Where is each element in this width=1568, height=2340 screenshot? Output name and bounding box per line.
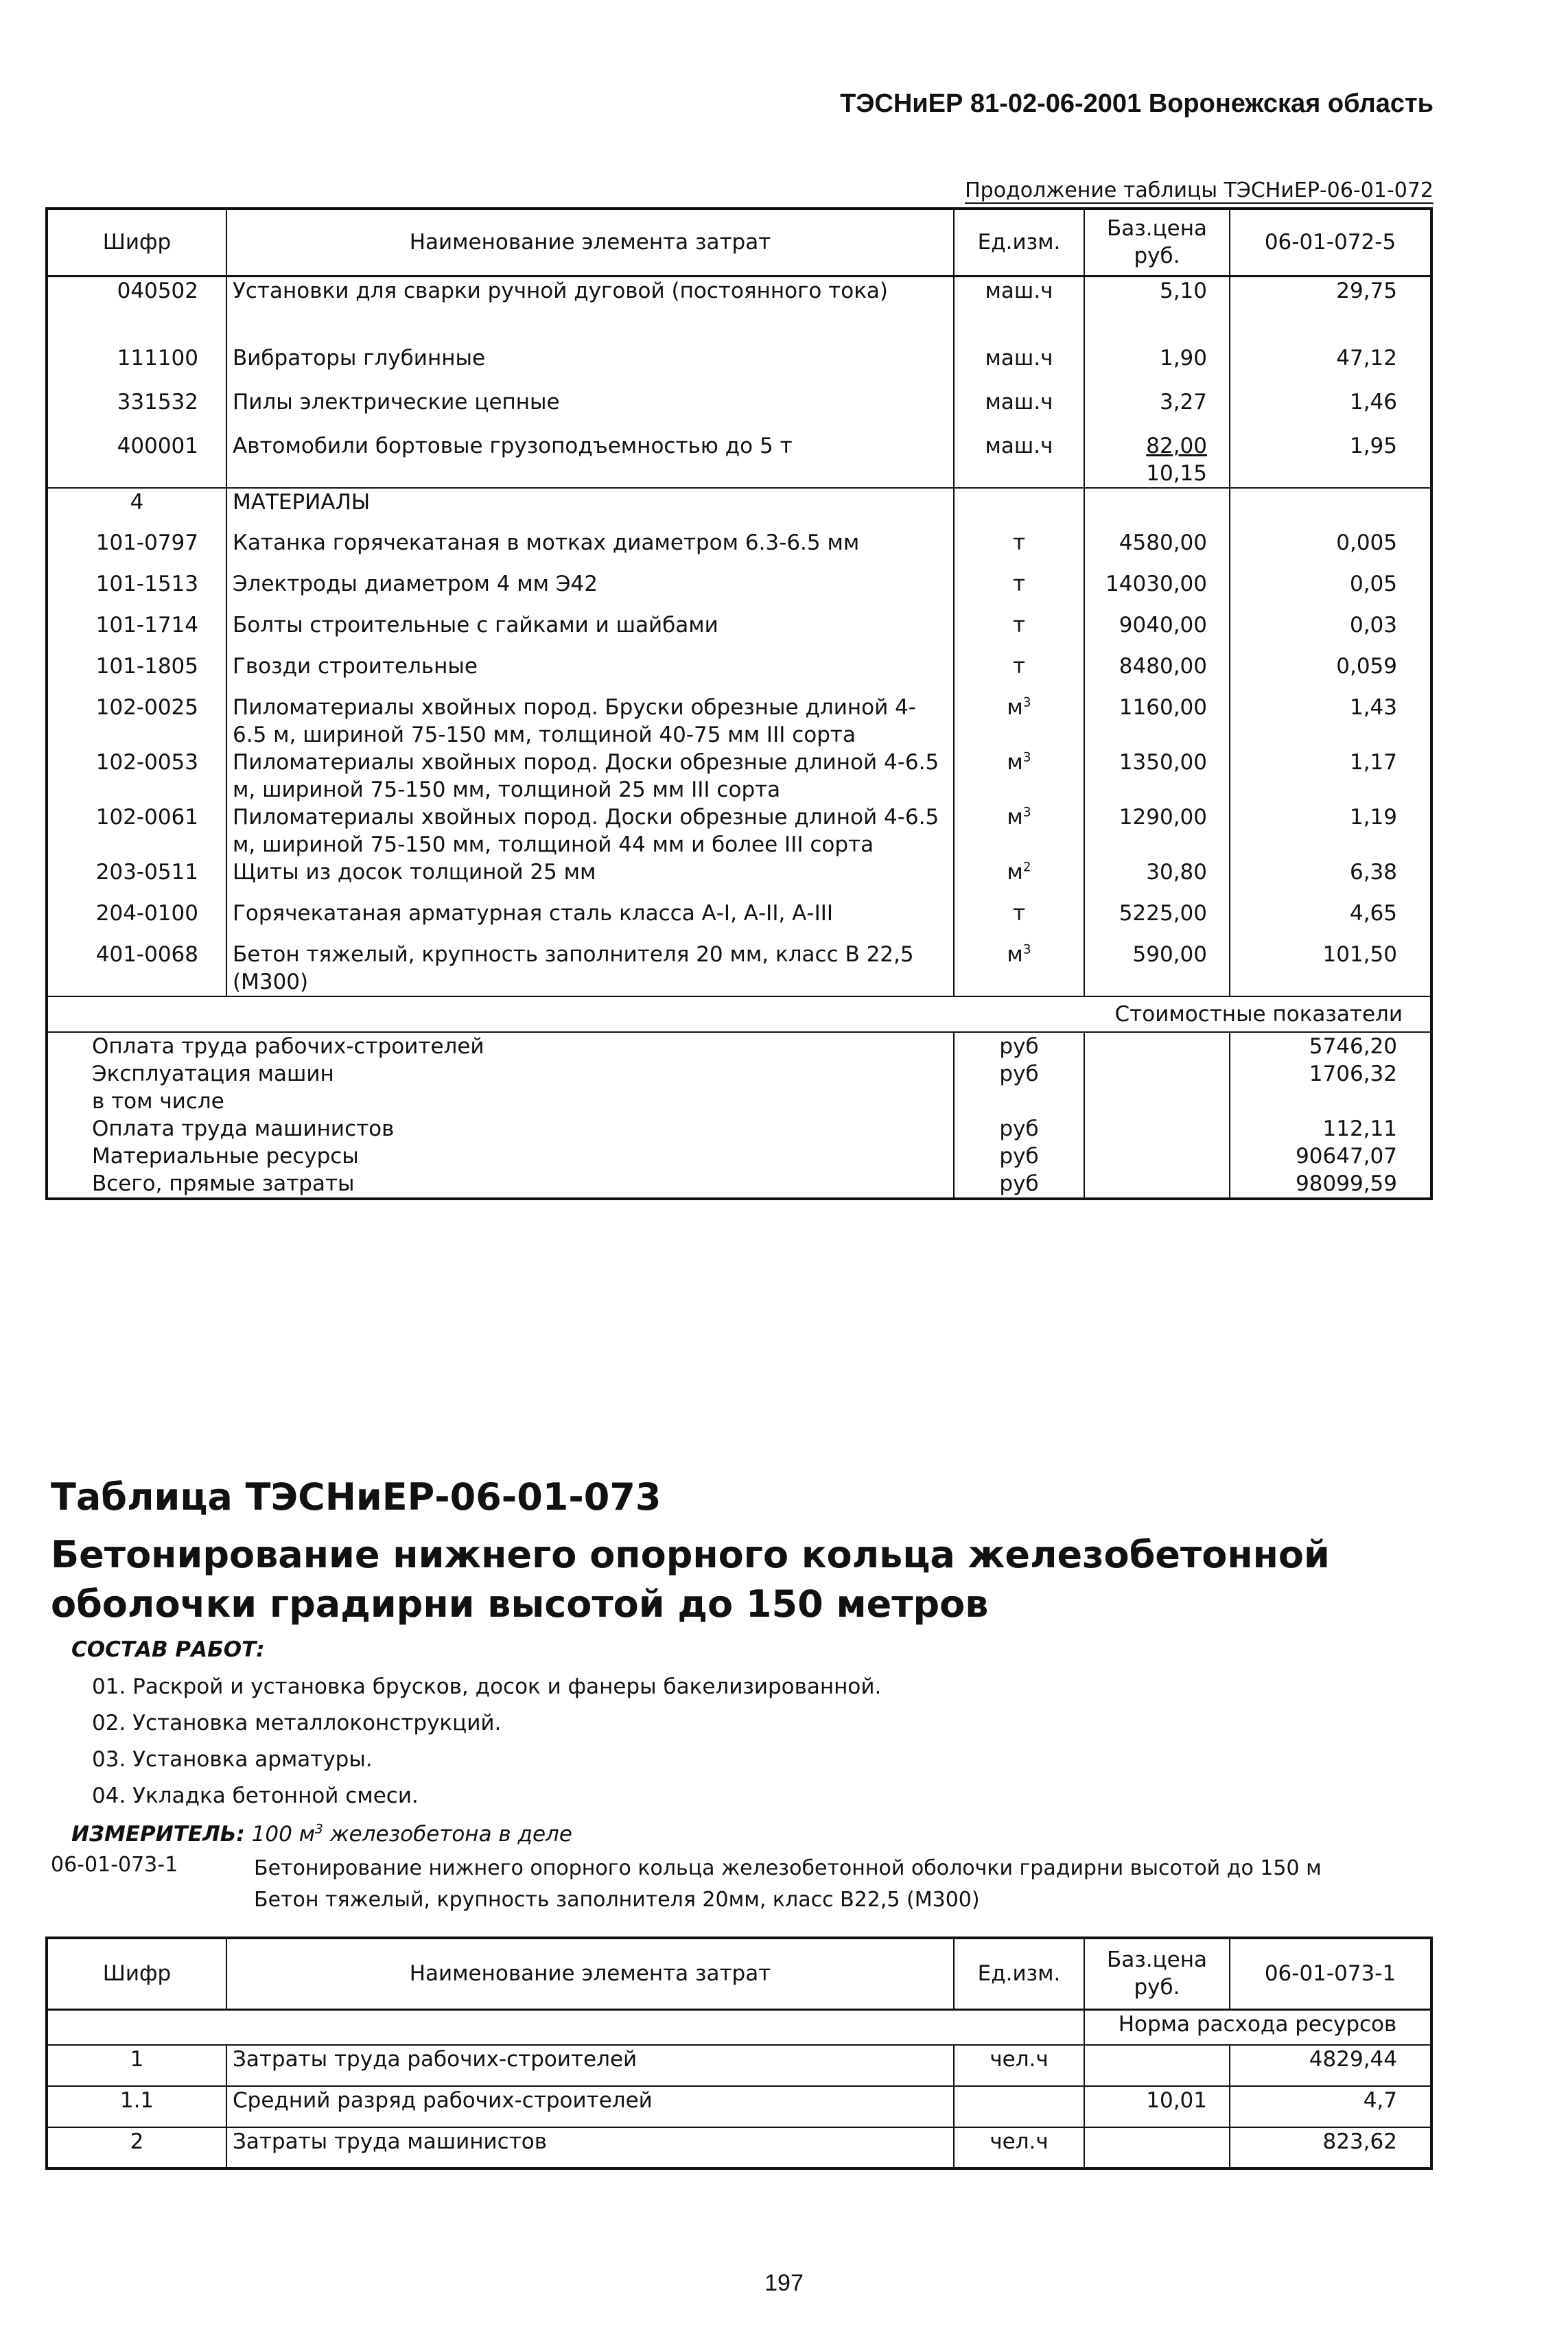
norm-header-row (47, 2009, 1431, 2045)
code-cell: 102-0061 (47, 804, 226, 858)
code-cell: 204-0100 (47, 900, 226, 941)
name-cell: Болты строительные с гайками и шайбами (226, 611, 954, 653)
unit-cell (954, 432, 1084, 488)
summary-unit (954, 1088, 1084, 1115)
empty-cell (1084, 1115, 1230, 1143)
unit-cell (954, 529, 1084, 570)
section-heading: Бетонирование нижнего опорного кольца железобетонной оболочки градирни высотой до 150 метров (51, 1533, 1330, 1626)
empty-cell (47, 2009, 1084, 2045)
section-row (47, 488, 1431, 529)
code-cell: 101-1805 (47, 653, 226, 694)
summary-unit: руб (954, 1032, 1084, 1060)
code-cell: 203-0511 (47, 858, 226, 900)
unit-cell: чел.ч (954, 2127, 1084, 2168)
measure-label: ИЗМЕРИТЕЛЬ: (71, 1822, 245, 1847)
continuation-note: Продолжение таблицы ТЭСНиЕР-06-01-072 (965, 178, 1434, 202)
work-item: 04. Укладка бетонной смеси. (92, 1783, 419, 1808)
price-cell (1084, 344, 1230, 388)
unit-text: т (1012, 572, 1026, 596)
norm-description-line: Бетонирование нижнего опорного кольца железобетонной оболочки градирни высотой до 150 м (254, 1856, 1322, 1880)
summary-unit: руб (954, 1060, 1084, 1088)
summary-value: 5746,20 (1230, 1032, 1431, 1060)
name-cell: Пиломатериалы хвойных пород. Доски обрезные длиной 4-6.5 м, шириной 75-150 мм, толщиной 44 мм и более III сорта (226, 804, 954, 858)
unit-text: м (1007, 942, 1023, 967)
qty-cell: 4,65 (1349, 901, 1397, 926)
empty-cell (1084, 1060, 1230, 1088)
measure-sup: 3 (315, 1822, 323, 1837)
measure-tail: железобетона в деле (323, 1822, 572, 1847)
code-cell: 331532 (47, 388, 226, 432)
qty-cell: 6,38 (1349, 860, 1397, 885)
qty-cell: 0,05 (1349, 572, 1397, 596)
price-cell (1084, 2045, 1230, 2086)
price-cell: 30,80 (1084, 858, 1230, 900)
code-cell: 111100 (47, 344, 226, 388)
name-cell: Пиломатериалы хвойных пород. Доски обрезные длиной 4-6.5 м, шириной 75-150 мм, толщиной 25 мм III сорта (226, 749, 954, 804)
unit-text: маш.ч (985, 346, 1053, 371)
running-title: ТЭСНиЕР 81-02-06-2001 Воронежская область (840, 89, 1434, 118)
name-cell: Электроды диаметром 4 мм Э42 (226, 570, 954, 611)
qty-cell: 1,43 (1349, 695, 1397, 720)
table-row (47, 432, 1431, 488)
name-cell: Вибраторы глубинные (226, 344, 954, 388)
empty-cell (1084, 1143, 1230, 1170)
unit-superscript: 3 (1022, 942, 1031, 957)
table-title: Таблица ТЭСНиЕР-06-01-073 (51, 1475, 662, 1519)
summary-label: Эксплуатация машин (47, 1060, 954, 1088)
unit-text: маш.ч (985, 278, 1053, 303)
unit-superscript: 2 (1022, 860, 1031, 875)
col-header-unit: Ед.изм. (954, 1938, 1084, 2009)
summary-label: Всего, прямые затраты (47, 1170, 954, 1199)
price-cell: 1160,00 (1084, 694, 1230, 749)
empty-cell (1084, 1088, 1230, 1115)
summary-value: 1706,32 (1309, 1062, 1397, 1086)
price-cell: 590,00 (1084, 941, 1230, 996)
col-header-code: Шифр (47, 209, 226, 276)
name-cell: Затраты труда машинистов (226, 2127, 954, 2168)
price-value: 3,27 (1159, 390, 1207, 414)
unit-cell (954, 276, 1084, 344)
summary-row (47, 1088, 1431, 1115)
table-row (47, 694, 1431, 749)
table-072 (45, 207, 1433, 1200)
summary-label: в том числе (47, 1088, 954, 1115)
name-cell: Средний разряд рабочих-строителей (226, 2086, 954, 2127)
empty-cell (954, 488, 1084, 529)
norm-code: 06-01-073-1 (51, 1853, 178, 1877)
work-item: 01. Раскрой и установка брусков, досок и фанеры бакелизированной. (92, 1674, 882, 1699)
code-cell: 2 (47, 2127, 226, 2168)
price-value-secondary: 10,15 (1146, 461, 1207, 486)
norm-description (254, 1853, 1489, 1916)
qty-cell: 4,7 (1230, 2086, 1431, 2127)
code-cell: 102-0025 (47, 694, 226, 749)
code-cell: 401-0068 (47, 941, 226, 996)
price-cell: 1290,00 (1084, 804, 1230, 858)
unit-superscript: 3 (1022, 750, 1031, 765)
name-cell: Пиломатериалы хвойных пород. Бруски обрезные длиной 4-6.5 м, шириной 75-150 мм, толщиной 40-75 мм III сорта (226, 694, 954, 749)
unit-cell (954, 694, 1084, 749)
col-header-price: Баз.цена руб. (1084, 209, 1230, 276)
unit-cell (954, 611, 1084, 653)
col-header-unit: Ед.изм. (954, 209, 1084, 276)
summary-label: Оплата труда машинистов (47, 1115, 954, 1143)
name-cell: Катанка горячекатаная в мотках диаметром 6.3-6.5 мм (226, 529, 954, 570)
cost-header: Стоимостные показатели (47, 996, 1431, 1032)
work-composition-title: СОСТАВ РАБОТ: (71, 1637, 265, 1662)
summary-unit: руб (954, 1170, 1084, 1199)
empty-cell (1084, 1170, 1230, 1199)
summary-row (47, 1032, 1431, 1060)
qty-cell: 0,03 (1349, 613, 1397, 637)
unit-cell (954, 900, 1084, 941)
unit-cell (954, 749, 1084, 804)
summary-unit: руб (954, 1143, 1084, 1170)
norm-description-line: Бетон тяжелый, крупность заполнителя 20мм, класс В22,5 (М300) (254, 1888, 980, 1912)
table-row (47, 570, 1431, 611)
qty-cell: 4829,44 (1230, 2045, 1431, 2086)
col-header-code: Шифр (47, 1938, 226, 2009)
table-row (47, 941, 1431, 996)
code-cell: 1 (47, 2045, 226, 2086)
qty-cell: 1,17 (1349, 750, 1397, 775)
qty-cell: 1,95 (1349, 434, 1397, 458)
code-cell: 101-0797 (47, 529, 226, 570)
code-cell: 400001 (47, 432, 226, 488)
qty-cell: 0,059 (1336, 654, 1397, 679)
summary-row (47, 1115, 1431, 1143)
summary-label: Материальные ресурсы (47, 1143, 954, 1170)
price-cell: 4580,00 (1084, 529, 1230, 570)
unit-text: маш.ч (985, 390, 1053, 414)
unit-cell (954, 2086, 1084, 2127)
price-cell: 5225,00 (1084, 900, 1230, 941)
unit-text: м (1007, 805, 1023, 830)
price-cell (1084, 432, 1230, 488)
table-row (47, 858, 1431, 900)
table-row (47, 388, 1431, 432)
col-header-norm-code: 06-01-072-5 (1230, 209, 1431, 276)
price-cell: 1350,00 (1084, 749, 1230, 804)
name-cell: Бетон тяжелый, крупность заполнителя 20 мм, класс В 22,5 (М300) (226, 941, 954, 996)
unit-text: м (1007, 695, 1023, 720)
summary-label: Оплата труда рабочих-строителей (47, 1032, 954, 1060)
col-header-price: Баз.цена руб. (1084, 1938, 1230, 2009)
summary-value: 98099,59 (1296, 1171, 1397, 1196)
table-row (47, 529, 1431, 570)
summary-row (47, 1060, 1431, 1088)
summary-value: 90647,07 (1296, 1144, 1397, 1169)
empty-cell (1084, 1032, 1230, 1060)
unit-text: т (1012, 901, 1026, 926)
page-number: 197 (764, 2270, 804, 2296)
table-row (47, 344, 1431, 388)
qty-cell: 823,62 (1230, 2127, 1431, 2168)
name-cell: Пилы электрические цепные (226, 388, 954, 432)
name-cell: Гвозди строительные (226, 653, 954, 694)
qty-cell: 0,005 (1336, 530, 1397, 555)
unit-cell (954, 344, 1084, 388)
code-cell: 102-0053 (47, 749, 226, 804)
empty-cell (1230, 488, 1431, 529)
unit-text: м (1007, 750, 1023, 775)
unit-cell (954, 941, 1084, 996)
price-cell: 8480,00 (1084, 653, 1230, 694)
name-cell: Затраты труда рабочих-строителей (226, 2045, 954, 2086)
unit-cell (954, 858, 1084, 900)
name-cell: Установки для сварки ручной дуговой (постоянного тока) (226, 276, 954, 344)
table-row (47, 2086, 1431, 2127)
table-row (47, 900, 1431, 941)
work-item: 02. Установка металлоконструкций. (92, 1711, 502, 1735)
code-cell: 1.1 (47, 2086, 226, 2127)
unit-text: м (1007, 860, 1023, 885)
norm-header: Норма расхода ресурсов (1084, 2009, 1431, 2045)
summary-row (47, 1170, 1431, 1199)
table-row (47, 611, 1431, 653)
table-row (47, 804, 1431, 858)
unit-cell (954, 388, 1084, 432)
qty-cell: 1,46 (1349, 390, 1397, 414)
price-cell (1084, 388, 1230, 432)
unit-text: т (1012, 654, 1026, 679)
unit-text: т (1012, 613, 1026, 637)
price-cell: 14030,00 (1084, 570, 1230, 611)
summary-unit: руб (954, 1115, 1084, 1143)
empty-cell (1084, 488, 1230, 529)
summary-row (47, 1143, 1431, 1170)
code-cell: 040502 (47, 276, 226, 344)
price-cell (1084, 2127, 1230, 2168)
qty-cell: 29,75 (1336, 278, 1397, 303)
price-value: 5,10 (1159, 278, 1207, 303)
table-073 (45, 1937, 1433, 2170)
unit-text: т (1012, 530, 1026, 555)
summary-value: 112,11 (1322, 1116, 1397, 1141)
price-cell (1084, 276, 1230, 344)
table-row (47, 276, 1431, 344)
unit-text: маш.ч (985, 434, 1053, 458)
section-code: 4 (47, 488, 226, 529)
col-header-name: Наименование элемента затрат (226, 1938, 954, 2009)
qty-cell: 101,50 (1322, 942, 1397, 967)
col-header-norm-code: 06-01-073-1 (1230, 1938, 1431, 2009)
table-row (47, 749, 1431, 804)
work-item: 03. Установка арматуры. (92, 1747, 373, 1772)
unit-superscript: 3 (1022, 805, 1031, 820)
unit-cell (954, 570, 1084, 611)
table-row (47, 2127, 1431, 2168)
unit-cell (954, 653, 1084, 694)
unit-cell (954, 804, 1084, 858)
price-cell: 9040,00 (1084, 611, 1230, 653)
qty-cell: 47,12 (1336, 346, 1397, 371)
qty-cell: 1,19 (1349, 805, 1397, 830)
table-row (47, 653, 1431, 694)
name-cell: Автомобили бортовые грузоподъемностью до 5 т (226, 432, 954, 488)
name-cell: Щиты из досок толщиной 25 мм (226, 858, 954, 900)
measure-value: 100 м (251, 1822, 316, 1847)
table-row (47, 2045, 1431, 2086)
price-value: 82,00 (1146, 434, 1207, 458)
unit-cell: чел.ч (954, 2045, 1084, 2086)
section-name: МАТЕРИАЛЫ (226, 488, 954, 529)
unit-superscript: 3 (1022, 695, 1031, 710)
code-cell: 101-1714 (47, 611, 226, 653)
measure-line (71, 1822, 572, 1847)
cost-header-row (47, 996, 1431, 1032)
col-header-name: Наименование элемента затрат (226, 209, 954, 276)
price-cell: 10,01 (1084, 2086, 1230, 2127)
summary-value (1230, 1088, 1431, 1115)
price-value: 1,90 (1159, 346, 1207, 371)
code-cell: 101-1513 (47, 570, 226, 611)
name-cell: Горячекатаная арматурная сталь класса А-I, А-II, А-III (226, 900, 954, 941)
